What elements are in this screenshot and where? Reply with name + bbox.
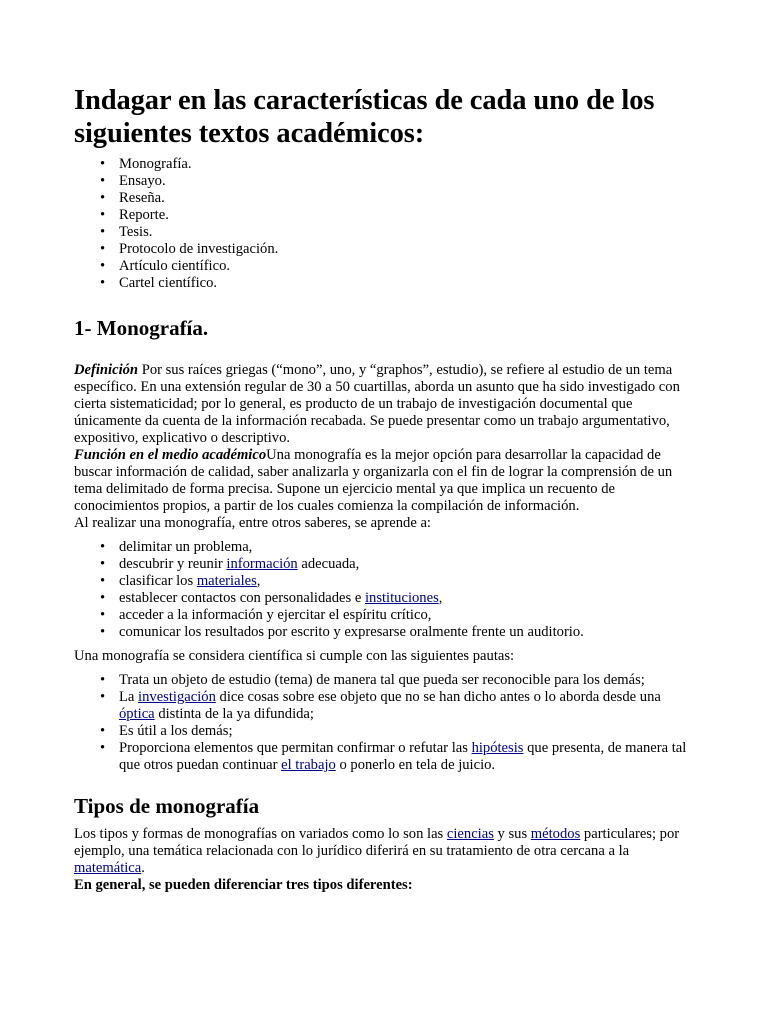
list-item	[119, 689, 698, 723]
list-item-text: delimitar un problema,	[119, 539, 253, 555]
list-item	[119, 556, 698, 573]
function-paragraph	[74, 447, 698, 515]
document-body	[74, 84, 698, 894]
section-heading-tipos: Tipos de monografía	[74, 794, 260, 818]
list-item: • Ensayo.	[119, 173, 698, 190]
list-item	[119, 672, 698, 689]
list-item-text: La	[119, 689, 139, 705]
link-matematica[interactable]: matemática	[74, 860, 142, 876]
list-item-text: adecuada,	[297, 556, 360, 572]
text-types-list	[74, 156, 698, 292]
link-instituciones[interactable]: instituciones	[364, 590, 439, 606]
link-materiales[interactable]: materiales	[196, 573, 257, 589]
list-item	[119, 723, 698, 740]
definition-paragraph	[74, 362, 698, 447]
definition-text: Por sus raíces griegas (“mono”, uno, y “graphos”, estudio), se refiere al estudio de un tema específico. En una extensión regular de 30 a 50 cuartillas, aborda un asunto que ha sido investigado con cierta sistematicidad; por lo general, es producto de un trabajo de investigación documental que únicamente da cuenta de la información recabada. Se puede presentar como un trabajo argumentativo, expositivo, explicativo o descriptivo.	[74, 362, 680, 446]
function-text: Una monografía es la mejor opción para desarrollar la capacidad de buscar información de calidad, saber analizarla y organizarla con el fin de lograr la comprensión de un tema delimitado de forma precisa. Supone un ejercicio mental ya que implica un recuento de conocimientos propios, a partir de los cuales comienza la compilación de información.	[74, 447, 673, 514]
list-item-text: descubrir y reunir	[119, 556, 227, 572]
paragraph-text: .	[141, 860, 145, 876]
link-investigacion[interactable]: investigación	[138, 689, 216, 705]
link-ciencias[interactable]: ciencias	[446, 826, 494, 842]
link-el-trabajo[interactable]: el trabajo	[281, 757, 336, 773]
page-title: Indagar en las características de cada uno de los siguientes textos académicos:	[74, 85, 655, 149]
list-item: • Tesis.	[119, 224, 698, 241]
paragraph-text: y sus	[493, 826, 531, 842]
list-item	[119, 573, 698, 590]
list-item-text: clasificar los	[119, 573, 197, 589]
link-hipotesis[interactable]: hipótesis	[471, 740, 524, 756]
definition-label: Definición	[74, 362, 139, 378]
link-optica[interactable]: óptica	[119, 706, 155, 722]
list-item: • Artículo científico.	[119, 258, 698, 275]
list-item: • Reporte.	[119, 207, 698, 224]
list-item: • Protocolo de investigación.	[119, 241, 698, 258]
list-item	[119, 624, 698, 641]
paragraph-text: Los tipos y formas de monografías on variados como lo son las	[74, 826, 447, 842]
list-item-text: ,	[438, 590, 443, 606]
list-item-text: distinta de la ya difundida;	[154, 706, 314, 722]
list-item-text: o ponerlo en tela de juicio.	[335, 757, 496, 773]
list-item: • Reseña.	[119, 190, 698, 207]
list-item-text: acceder a la información y ejercitar el espíritu crítico,	[119, 607, 432, 623]
list-item-text: Proporciona elementos que permitan confirmar o refutar las	[119, 740, 472, 756]
link-informacion[interactable]: información	[226, 556, 298, 572]
list-item	[119, 740, 698, 774]
list-item-text: Es útil a los demás;	[119, 723, 233, 739]
list-item	[119, 590, 698, 607]
learn-intro: Al realizar una monografía, entre otros saberes, se aprende a:	[74, 515, 431, 531]
list-item-text: dice cosas sobre ese objeto que no se han dicho antes o lo aborda desde una	[215, 689, 661, 705]
list-item-text: Trata un objeto de estudio (tema) de manera tal que pueda ser reconocible para los demás;	[119, 672, 645, 688]
list-item-text: que presenta, de manera tal que otros puedan continuar	[119, 740, 687, 773]
list-item: • Cartel científico.	[119, 275, 698, 292]
list-item-text: ,	[256, 573, 261, 589]
criteria-list	[74, 672, 698, 774]
list-item	[119, 539, 698, 556]
paragraph-text: particulares; por ejemplo, una temática relacionada con lo jurídico diferirá en su tratamiento de otra cercana a la	[74, 826, 680, 859]
section-heading-monografia: 1- Monografía.	[74, 316, 209, 340]
list-item-text: comunicar los resultados por escrito y expresarse oralmente frente un auditorio.	[119, 624, 584, 640]
learn-list	[74, 539, 698, 641]
scientific-intro: Una monografía se considera científica si cumple con las siguientes pautas:	[74, 648, 515, 664]
link-metodos[interactable]: métodos	[530, 826, 581, 842]
list-item	[119, 607, 698, 624]
tipos-paragraph	[74, 826, 698, 877]
list-item: • Monografía.	[119, 156, 698, 173]
tipos-bold-line: En general, se pueden diferenciar tres tipos diferentes:	[74, 877, 413, 893]
list-item-text: establecer contactos con personalidades e	[119, 590, 365, 606]
function-label: Función en el medio académico	[74, 447, 267, 463]
